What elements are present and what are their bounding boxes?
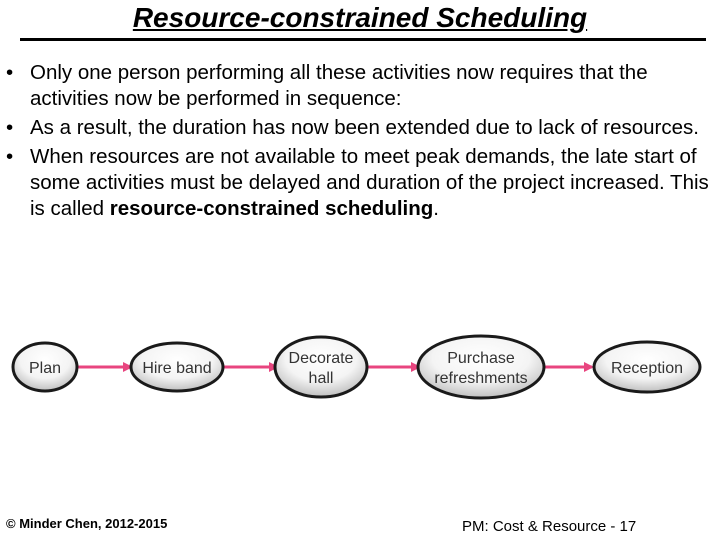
slide-title: Resource-constrained Scheduling — [132, 2, 588, 33]
bullet-item: • Only one person performing all these activities now requires that the activities now be performed in sequence: — [6, 61, 648, 110]
flow-node-decorate-hall — [275, 337, 367, 397]
activity-flow-diagram — [0, 330, 720, 410]
title-underline-rule — [20, 38, 706, 41]
bullet-item: • When resources are not available to meet peak demands, the late start of some activities must be delayed and duration of the project increased. This is called resource-constrained scheduling. — [6, 145, 709, 220]
footer-page-number: PM: Cost & Resource - 17 — [462, 518, 637, 535]
bullet-dot-icon: • — [6, 116, 14, 139]
bullet-dot-icon: • — [6, 61, 14, 84]
svg-text:Plan: Plan — [28, 360, 62, 377]
flow-node-reception — [594, 342, 700, 392]
svg-text:Purchase: Purchase — [447, 350, 515, 367]
flow-node-purchase-refreshments — [418, 336, 544, 398]
svg-text:Reception: Reception — [610, 360, 684, 377]
bullet-dot-icon: • — [6, 145, 14, 168]
footer-copyright: © Minder Chen, 2012-2015 — [6, 516, 168, 531]
svg-text:Decorate: Decorate — [288, 350, 354, 367]
flow-node-plan — [13, 343, 77, 391]
flow-node-hire-band — [131, 343, 223, 391]
emphasis-term: resource-constrained scheduling — [109, 197, 434, 220]
bullet-item: • As a result, the duration has now been extended due to lack of resources. — [6, 116, 699, 139]
svg-text:Hire band: Hire band — [142, 360, 212, 377]
bullet-list — [6, 60, 714, 225]
svg-text:hall: hall — [308, 370, 334, 387]
svg-text:refreshments: refreshments — [434, 370, 528, 387]
